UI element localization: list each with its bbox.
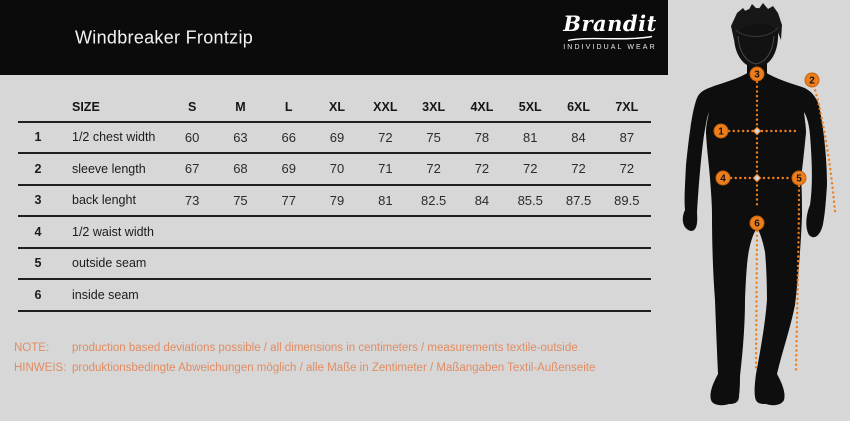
row-label: outside seam: [72, 256, 147, 271]
svg-text:1: 1: [718, 126, 724, 138]
brand-name: Brandit: [563, 11, 657, 36]
column-header-7xl: 7XL: [615, 100, 639, 115]
marker-5-outside-seam: [792, 171, 806, 185]
cell-value: 87: [619, 129, 635, 145]
note-row-en: [14, 338, 595, 358]
cell-value: 63: [233, 129, 248, 145]
cell-value: 85.5: [517, 192, 543, 208]
size-table: [18, 94, 651, 312]
cell-value: 69: [281, 161, 296, 177]
marker-3-back: [750, 67, 764, 81]
svg-text:2: 2: [809, 75, 815, 87]
cell-value: 72: [523, 161, 538, 177]
cell-value: 72: [426, 161, 441, 177]
row-label: sleeve length: [72, 161, 146, 176]
row-number: 6: [34, 287, 42, 302]
cell-value: 87.5: [565, 192, 592, 208]
cell-value: 72: [571, 161, 586, 177]
row-label: back lenght: [72, 193, 136, 208]
note-text: produktionsbedingte Abweichungen möglich / alle Maße in Zentimeter / Maßangaben Textil-Außenseite: [72, 362, 596, 374]
brand-tagline: INDIVIDUAL WEAR: [563, 44, 657, 51]
inside-seam-measure-line: [756, 231, 757, 371]
svg-text:5: 5: [796, 173, 802, 185]
table-row-inside-seam: [18, 280, 651, 312]
column-header-3xl: 3XL: [422, 100, 446, 115]
row-number: 2: [34, 161, 42, 176]
table-row-outside-seam: [18, 249, 651, 281]
header-bar: [0, 0, 668, 75]
note-row-de: [14, 358, 595, 378]
cell-value: 60: [184, 129, 200, 145]
page-title: Windbreaker Frontzip: [75, 27, 254, 47]
column-header-5xl: 5XL: [518, 100, 542, 115]
male-silhouette: [683, 3, 827, 405]
column-header-xxl: XXL: [373, 100, 398, 115]
cell-value: 66: [281, 129, 296, 145]
note-text: production based deviations possible / all dimensions in centimeters / measurements textile-outside: [72, 342, 578, 354]
svg-text:4: 4: [720, 173, 726, 185]
cell-value: 73: [184, 192, 200, 208]
measurement-figure: [668, 0, 850, 416]
cell-value: 71: [378, 161, 393, 177]
row-number: 1: [34, 130, 42, 145]
cell-value: 70: [329, 161, 345, 177]
cell-value: 82.5: [420, 192, 447, 208]
cell-value: 81: [523, 129, 538, 145]
svg-text:6: 6: [754, 218, 760, 230]
notes: [14, 338, 595, 378]
table-row-chest-width: [18, 123, 651, 155]
row-number: 5: [34, 256, 42, 271]
svg-text:3: 3: [754, 69, 760, 81]
marker-1-chest: [714, 124, 728, 138]
column-header-m: M: [235, 100, 246, 115]
cell-value: 72: [474, 161, 490, 177]
note-label: NOTE:: [14, 342, 50, 354]
row-number: 3: [34, 193, 42, 208]
cell-value: 79: [329, 192, 345, 208]
body-silhouette-svg: [668, 0, 850, 416]
cell-value: 89.5: [614, 192, 640, 208]
row-label: 1/2 chest width: [72, 130, 156, 145]
row-label: inside seam: [72, 287, 139, 302]
cell-value: 84: [571, 129, 586, 145]
cell-value: 72: [378, 129, 393, 145]
table-row-waist-width: [18, 217, 651, 249]
marker-2-sleeve: [805, 73, 819, 87]
cell-value: 81: [378, 192, 393, 208]
brand-underline-swash: [566, 35, 654, 42]
cell-value: 77: [281, 192, 296, 208]
brand-logo: [563, 13, 657, 51]
column-header-xl: XL: [329, 100, 346, 115]
cell-value: 75: [233, 192, 248, 208]
note-label: HINWEIS:: [14, 362, 67, 374]
cell-value: 67: [184, 161, 200, 177]
row-label: 1/2 waist width: [72, 224, 154, 239]
cell-value: 84: [474, 192, 490, 208]
marker-4-waist: [716, 171, 730, 185]
column-header-6xl: 6XL: [567, 100, 590, 115]
marker-6-inside-seam: [750, 216, 764, 230]
size-header: SIZE: [72, 100, 100, 115]
column-header-s: S: [187, 100, 197, 115]
table-row-back-length: [18, 186, 651, 218]
row-number: 4: [34, 224, 42, 239]
cell-value: 68: [233, 161, 248, 177]
table-row-sleeve-length: [18, 154, 651, 186]
cell-value: 78: [474, 129, 490, 145]
cell-value: 72: [619, 161, 635, 177]
column-header-l: L: [284, 100, 293, 115]
cell-value: 75: [426, 129, 441, 145]
table-header-row: [18, 94, 651, 123]
cell-value: 69: [329, 129, 345, 145]
column-header-4xl: 4XL: [470, 100, 494, 115]
